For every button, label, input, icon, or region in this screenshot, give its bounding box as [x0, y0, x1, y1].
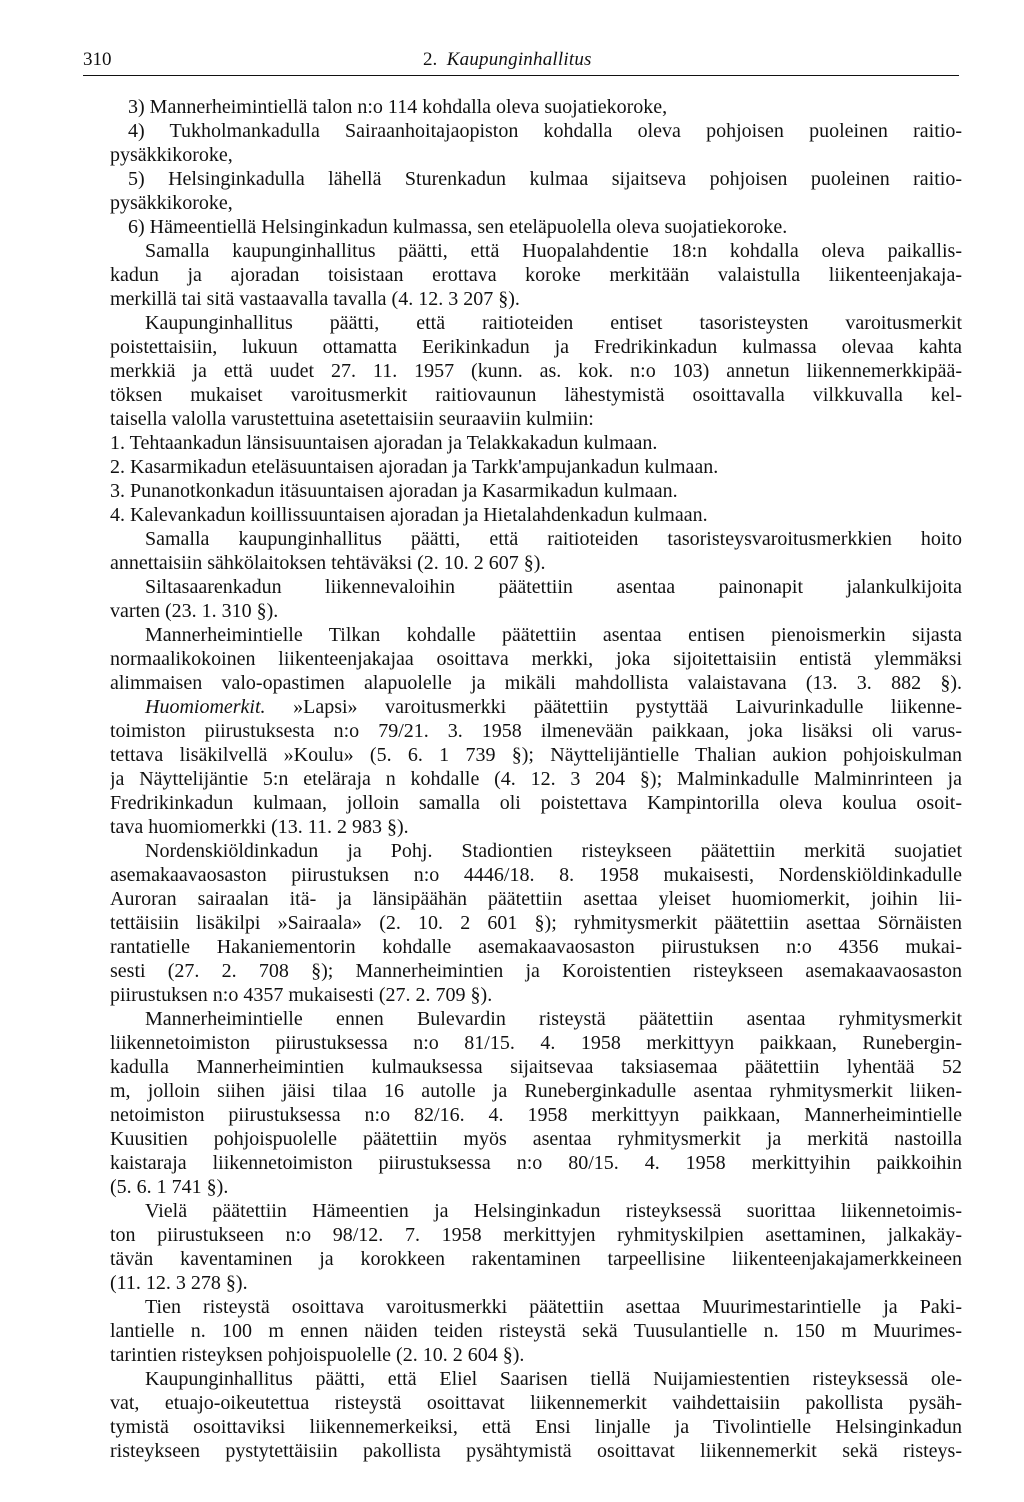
- text-line: 3) Mannerheimintiellä talon n:o 114 kohdalla oleva suojatiekoroke,: [128, 96, 668, 118]
- body-text: [110, 95, 962, 1463]
- text-line: alimmaisen valo-opastimen alapuolelle ja mikäli mahdollista valaistavana (13. 3. 882 §).: [110, 672, 962, 694]
- text-line: Kuusitien pohjoispuolelle päätettiin myös asentaa ryhmitysmerkit ja merkitä nastoilla: [110, 1128, 962, 1150]
- text-line: 3. Punanotkonkadun itäsuuntaisen ajoradan ja Kasarmikadun kulmaan.: [110, 480, 678, 502]
- text-line: merkkiä ja että uudet 27. 11. 1957 (kunn. as. kok. n:o 103) annetun liikennemerkkipää-: [110, 360, 962, 382]
- text-line: toimiston piirustuksesta n:o 79/21. 3. 1958 ilmenevään paikkaan, joka lisäksi oli varus-: [110, 720, 962, 742]
- text-line: annettaisiin sähkölaitoksen tehtäväksi (2. 10. 2 607 §).: [110, 552, 546, 574]
- italic-heading: Huomiomerkit.: [145, 696, 266, 718]
- text-line: Nordenskiöldinkadun ja Pohj. Stadiontien risteykseen päätettiin merkitä suojatiet: [145, 840, 962, 862]
- text-line: liikennetoimiston piirustuksessa n:o 81/15. 4. 1958 merkittyyn paikkaan, Runebergin-: [110, 1032, 962, 1054]
- text-line: Siltasaarenkadun liikennevaloihin päätettiin asentaa painonapit jalankulkijoita: [145, 576, 962, 598]
- text-line: tymistä osoittaviksi liikennemerkeiksi, että Ensi linjalle ja Tivolintielle Helsinginkadun: [110, 1416, 962, 1438]
- text-line: lantielle n. 100 m ennen näiden teiden risteystä sekä Tuusulantielle n. 150 m Muurimes-: [110, 1320, 962, 1342]
- page-number: 310: [83, 49, 112, 70]
- text-line: Tien risteystä osoittava varoitusmerkki päätettiin asettaa Muurimestarintielle ja Paki-: [145, 1296, 962, 1318]
- text-line: poistettaisiin, lukuun ottamatta Eerikinkadun ja Fredrikinkadun kulmassa olevaa kahta: [110, 336, 962, 358]
- text-line: tävän kaventaminen ja korokkeen rakentaminen tarpeellisine liikenteenjakajamerkkeineen: [110, 1248, 962, 1270]
- text-line: Kaupunginhallitus päätti, että raitioteiden entiset tasoristeysten varoitusmerkit: [145, 312, 962, 334]
- text-line: 2. Kasarmikadun eteläsuuntaisen ajoradan ja Tarkk'ampujankadun kulmaan.: [110, 456, 719, 478]
- chapter-title: Kaupunginhallitus: [446, 49, 592, 70]
- text-line: (5. 6. 1 741 §).: [110, 1176, 229, 1198]
- text-line: ton piirustukseen n:o 98/12. 7. 1958 merkittyjen ryhmityskilpien asettaminen, jalkakäy-: [110, 1224, 962, 1246]
- text-line: tarintien risteyksen pohjoispuolelle (2. 10. 2 604 §).: [110, 1344, 525, 1366]
- text-line: Samalla kaupunginhallitus päätti, että raitioteiden tasoristeysvaroitusmerkkien hoito: [145, 528, 962, 550]
- running-header: [83, 49, 959, 76]
- text-line: merkillä tai sitä vastaavalla tavalla (4. 12. 3 207 §).: [110, 288, 520, 310]
- text-line: normaalikokoinen liikenteenjakajaa osoittava merkki, joka sijoitettaisiin entistä ylemmäksi: [110, 648, 962, 670]
- text-line: ja Näyttelijäntie 5:n eteläraja n kohdalle (4. 12. 3 204 §); Malminkadulle Malminrinteen ja: [110, 768, 962, 790]
- text-line: pysäkkikoroke,: [110, 144, 233, 166]
- text-line: piirustuksen n:o 4357 mukaisesti (27. 2. 709 §).: [110, 984, 493, 1006]
- chapter-heading: [423, 49, 592, 71]
- text-line: Auroran sairaalan itä- ja länsipäähän päätettiin asettaa yleiset huomiomerkit, joihin lii-: [110, 888, 962, 910]
- chapter-number: 2.: [423, 49, 438, 70]
- text-line: Vielä päätettiin Hämeentien ja Helsinginkadun risteyksessä suorittaa liikennetoimis-: [145, 1200, 962, 1222]
- text-line: tettava lisäkilvellä »Koulu» (5. 6. 1 739 §); Näyttelijäntielle Thalian aukion pohjoiskulman: [110, 744, 962, 766]
- text-line: töksen mukaiset varoitusmerkit raitiovaunun lähestymistä osoittavalla vilkkuvalla kel-: [110, 384, 962, 406]
- text-line: netoimiston piirustuksessa n:o 82/16. 4. 1958 merkittyyn paikkaan, Mannerheimintielle: [110, 1104, 962, 1126]
- text-line: sesti (27. 2. 708 §); Mannerheimintien ja Koroistentien risteykseen asemakaavaosaston: [110, 960, 962, 982]
- text-line: m, jolloin siihen jäisi tilaa 16 autolle ja Runeberginkadulle asentaa ryhmitysmerkit liiken-: [110, 1080, 962, 1102]
- text-line: tava huomiomerkki (13. 11. 2 983 §).: [110, 816, 409, 838]
- text-line: Mannerheimintielle Tilkan kohdalle päätettiin asentaa entisen pienoismerkin sijasta: [145, 624, 962, 646]
- text-line: 5) Helsinginkadulla lähellä Sturenkadun kulmaa sijaitseva pohjoisen puoleinen raitio-: [128, 168, 962, 190]
- text-line: kadun ja ajoradan toisistaan erottava koroke merkitään valaistulla liikenteenjakaja-: [110, 264, 962, 286]
- text-line: Fredrikinkadun kulmaan, jolloin samalla oli poistettava Kampintorilla oleva koulua osoit-: [110, 792, 962, 814]
- text-line: Samalla kaupunginhallitus päätti, että Huopalahdentie 18:n kohdalla oleva paikallis-: [145, 240, 962, 262]
- text-line: tettäisiin lisäkilpi »Sairaala» (2. 10. 2 601 §); ryhmitysmerkit päätettiin asettaa Sörnäisten: [110, 912, 962, 934]
- text-line: vat, etuajo-oikeutettua risteystä osoittavat liikennemerkit vaihdettaisiin pakollista pysäh-: [110, 1392, 962, 1414]
- text-line: 4. Kalevankadun koillissuuntaisen ajoradan ja Hietalahdenkadun kulmaan.: [110, 504, 708, 526]
- text-line: pysäkkikoroke,: [110, 192, 233, 214]
- text-line: asemakaavaosaston piirustuksen n:o 4446/18. 8. 1958 mukaisesti, Nordenskiöldinkadulle: [110, 864, 962, 886]
- text-line: Huomiomerkit. »Lapsi» varoitusmerkki päätettiin pystyttää Laivurinkadulle liikenne-: [145, 696, 962, 718]
- text-line: risteykseen pystytettäisiin pakollista pysähtymistä osoittavat liikennemerkit sekä risteys-: [110, 1440, 962, 1462]
- text-line: 6) Hämeentiellä Helsinginkadun kulmassa, sen eteläpuolella oleva suojatiekoroke.: [128, 216, 788, 238]
- text-line: Kaupunginhallitus päätti, että Eliel Saarisen tiellä Nuijamiestentien risteyksessä ole-: [145, 1368, 962, 1390]
- text-line: 1. Tehtaankadun länsisuuntaisen ajoradan ja Telakkakadun kulmaan.: [110, 432, 658, 454]
- text-line: kaistaraja liikennetoimiston piirustuksessa n:o 80/15. 4. 1958 merkittyihin paikkoihin: [110, 1152, 962, 1174]
- text-line: taisella valolla varustettuina asetettaisiin seuraaviin kulmiin:: [110, 408, 594, 430]
- text-line: varten (23. 1. 310 §).: [110, 600, 279, 622]
- text-line: kadulla Mannerheimintien kulmauksessa sijaitsevaa taksiasemaa päätettiin lyhentää 52: [110, 1056, 962, 1078]
- text-line: 4) Tukholmankadulla Sairaanhoitajaopiston kohdalla oleva pohjoisen puoleinen raitio-: [128, 120, 962, 142]
- text-line: rantatielle Hakaniementorin kohdalle asemakaavaosaston piirustuksen n:o 4356 mukai-: [110, 936, 962, 958]
- text-line: (11. 12. 3 278 §).: [110, 1272, 248, 1294]
- text-line: Mannerheimintielle ennen Bulevardin risteystä päätettiin asentaa ryhmitysmerkit: [145, 1008, 962, 1030]
